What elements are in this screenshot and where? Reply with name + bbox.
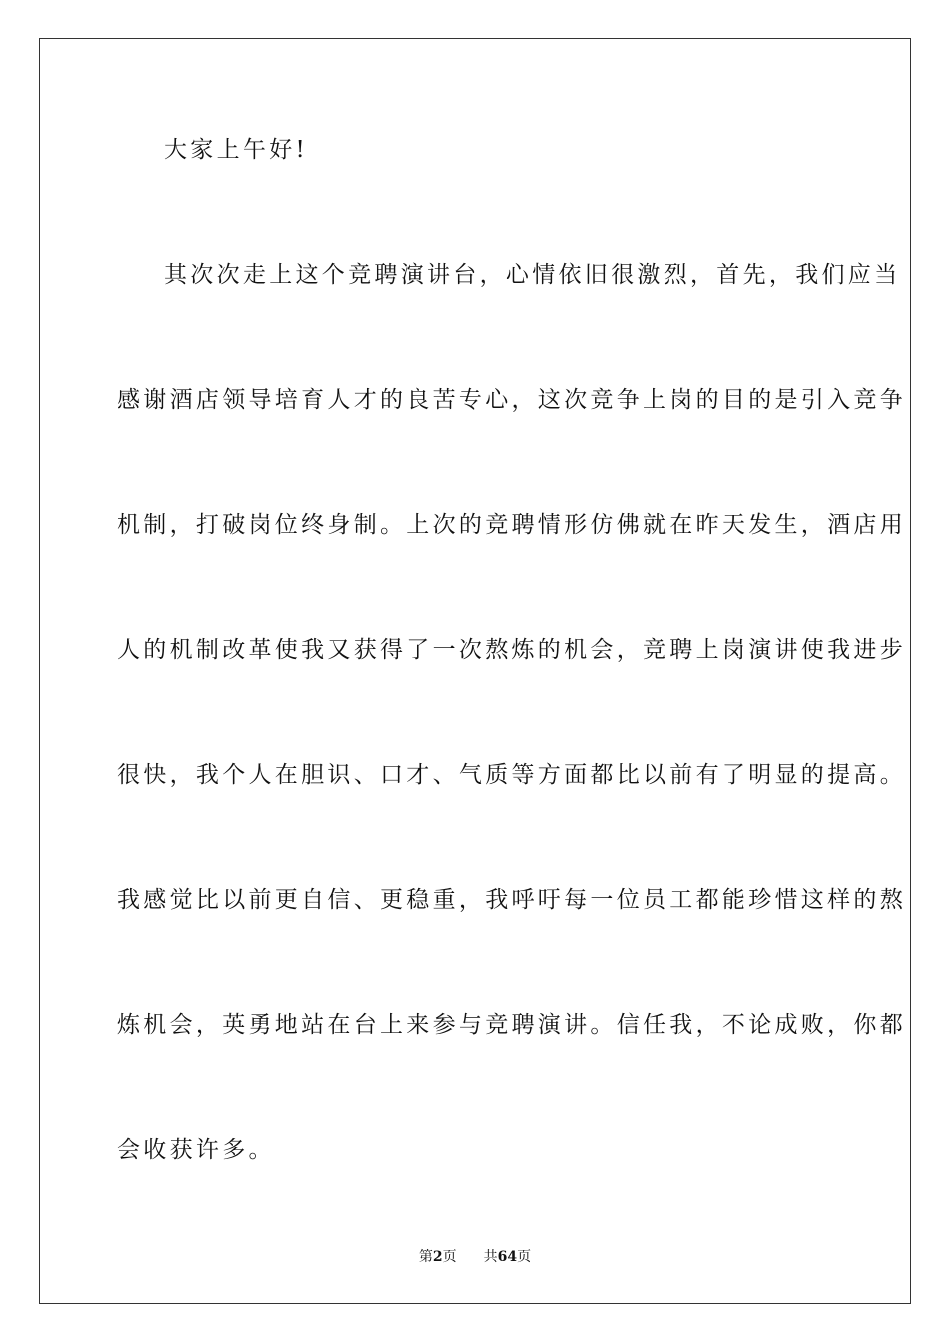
total-prefix: 共 bbox=[483, 1249, 498, 1265]
paragraph-line: 炼机会，英勇地站在台上来参与竞聘演讲。信任我，不论成败，你都 bbox=[117, 1012, 906, 1038]
total-pages: 64 bbox=[497, 1249, 518, 1265]
total-suffix: 页 bbox=[517, 1249, 532, 1265]
page-prefix: 第 bbox=[418, 1249, 433, 1265]
paragraph-line: 感谢酒店领导培育人才的良苦专心，这次竞争上岗的目的是引入竞争 bbox=[117, 387, 906, 413]
page-number: 2 bbox=[432, 1249, 443, 1265]
greeting-line: 大家上午好! bbox=[164, 137, 309, 163]
page-footer bbox=[0, 1247, 950, 1267]
paragraph-line: 其次次走上这个竞聘演讲台，心情依旧很激烈，首先，我们应当 bbox=[164, 262, 901, 288]
paragraph-line: 人的机制改革使我又获得了一次熬炼的机会，竞聘上岗演讲使我进步 bbox=[117, 637, 906, 663]
paragraph-line: 我感觉比以前更自信、更稳重，我呼吁每一位员工都能珍惜这样的熬 bbox=[117, 887, 906, 913]
page-border bbox=[39, 38, 911, 1304]
page-suffix: 页 bbox=[442, 1249, 457, 1265]
paragraph-line: 很快，我个人在胆识、口才、气质等方面都比以前有了明显的提高。 bbox=[117, 762, 906, 788]
paragraph-line: 机制，打破岗位终身制。上次的竞聘情形仿佛就在昨天发生，酒店用 bbox=[117, 512, 906, 538]
paragraph-line: 会收获许多。 bbox=[117, 1137, 275, 1163]
